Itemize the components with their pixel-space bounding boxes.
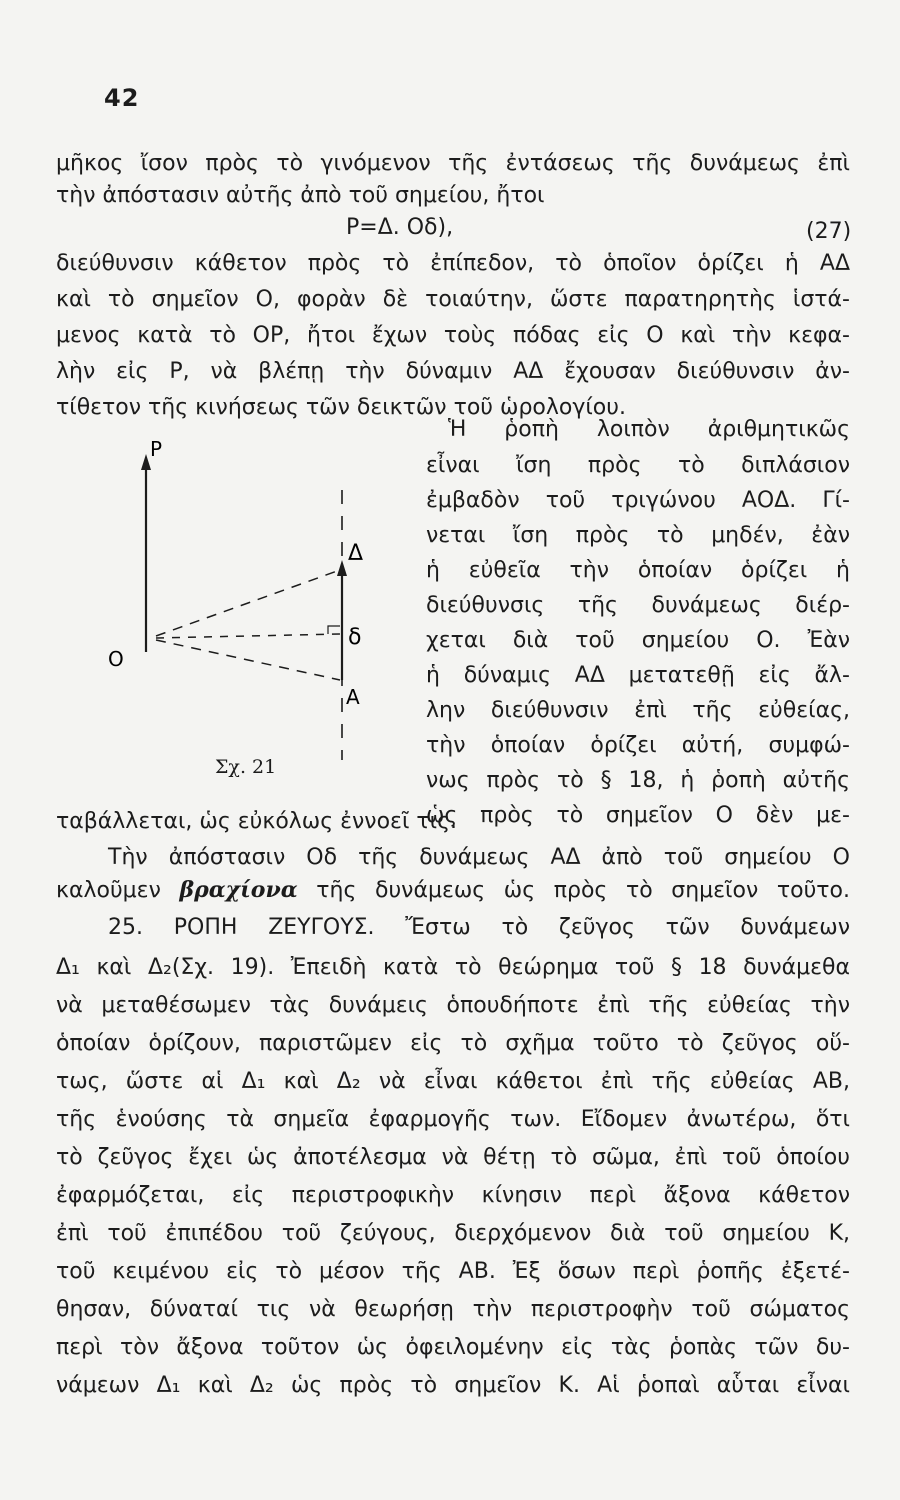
text-segment: τῆς δυνάμεως ὡς πρὸς τὸ σημεῖον τοῦτο. xyxy=(316,878,850,903)
text-line: τως, ὥστε αἱ Δ₁ καὶ Δ₂ νὰ εἶναι κάθετοι ἐπὶ τῆς εὐθείας ΑΒ, xyxy=(56,1069,850,1094)
text-line: ἐπὶ τοῦ ἐπιπέδου τοῦ ζεύγους, διερχόμενον διὰ τοῦ σημείου Κ, xyxy=(56,1221,850,1246)
text-line: μενος κατὰ τὸ ΟΡ, ἤτοι ἔχων τοὺς πόδας εἰς Ο καὶ τὴν κεφα- xyxy=(56,323,850,348)
text-line: νεται ἴση πρὸς τὸ μηδέν, ἐὰν xyxy=(426,523,850,548)
section-heading-line: 25. ΡΟΠΗ ΖΕΥΓΟΥΣ. Ἔστω τὸ ζεῦγος τῶν δυνάμεων xyxy=(108,915,850,940)
text-line: τὴν ἀπόστασιν αὐτῆς ἀπὸ τοῦ σημείου, ἤτοι xyxy=(56,183,545,208)
text-line: λην διεύθυνσιν ἐπὶ τῆς εὐθείας, xyxy=(426,698,850,723)
text-line: νως πρὸς τὸ § 18, ἡ ῥοπὴ αὐτῆς xyxy=(426,768,850,793)
arrowhead-Delta xyxy=(337,560,347,576)
right-angle-mark xyxy=(328,626,340,634)
text-line: θησαν, δύναταί τις νὰ θεωρήσῃ τὴν περιστροφὴν τοῦ σώματος xyxy=(56,1297,850,1322)
text-line: τὸ ζεῦγος ἔχει ὡς ἀποτέλεσμα νὰ θέτῃ τὸ σῶμα, ἐπὶ τοῦ ὁποίου xyxy=(56,1145,850,1170)
text-line: νάμεων Δ₁ καὶ Δ₂ ὡς πρὸς τὸ σημεῖον Κ. Αἱ ῥοπαὶ αὗται εἶναι xyxy=(56,1373,850,1398)
text-line: τὴν ὁποίαν ὁρίζει αὐτή, συμφώ- xyxy=(426,733,850,758)
text-line: ταβάλλεται, ὡς εὐκόλως ἐννοεῖ τις. xyxy=(56,809,457,834)
text-line: περὶ τὸν ἄξονα τοῦτον ὡς ὀφειλομένην εἰς τὰς ῥοπὰς τῶν δυ- xyxy=(56,1335,850,1360)
figure-diagram xyxy=(100,440,380,800)
figure-caption: Σχ. 21 xyxy=(215,756,277,778)
figure-21 xyxy=(100,440,380,800)
text-line: διεύθυνσιν κάθετον πρὸς τὸ ἐπίπεδον, τὸ ὁποῖον ὁρίζει ἡ ΑΔ xyxy=(56,251,850,276)
text-line: ὁποίαν ὁρίζουν, παριστῶμεν εἰς τὸ σχῆμα τοῦτο τὸ ζεῦγος οὕ- xyxy=(56,1031,850,1056)
label-A: A xyxy=(346,685,360,709)
line-O-Delta xyxy=(156,570,340,636)
text-line: ὡς πρὸς τὸ σημεῖον Ο δὲν με- xyxy=(426,803,850,828)
page-number: 42 xyxy=(104,84,140,112)
text-line: ἡ δύναμις ΑΔ μετατεθῇ εἰς ἄλ- xyxy=(426,663,850,688)
text-line: Τὴν ἀπόστασιν Οδ τῆς δυνάμεως ΑΔ ἀπὸ τοῦ σημείου Ο xyxy=(108,845,850,870)
term-brachion: βραχίονα xyxy=(179,877,298,903)
text-line: καὶ τὸ σημεῖον Ο, φορὰν δὲ τοιαύτην, ὥστε παρατηρητὴς ἱστά- xyxy=(56,287,850,312)
text-line: μῆκος ἴσον πρὸς τὸ γινόμενον τῆς ἐντάσεως τῆς δυνάμεως ἐπὶ xyxy=(56,151,850,176)
text-line xyxy=(56,876,850,905)
text-line: διεύθυνσις τῆς δυνάμεως διέρ- xyxy=(426,593,850,618)
line-O-delta xyxy=(156,634,340,638)
text-line: εἶναι ἴση πρὸς τὸ διπλάσιον xyxy=(426,453,850,478)
text-line: Ἡ ῥοπὴ λοιπὸν ἀριθμητικῶς xyxy=(448,417,850,442)
text-line: τῆς ἑνούσης τὰ σημεῖα ἐφαρμογῆς των. Εἴδομεν ἀνωτέρω, ὅτι xyxy=(56,1107,850,1132)
text-line: χεται διὰ τοῦ σημείου Ο. Ἐὰν xyxy=(426,628,850,653)
text-line: ἐμβαδὸν τοῦ τριγώνου ΑΟΔ. Γί- xyxy=(426,488,850,513)
label-Delta: Δ xyxy=(348,541,364,566)
text-line: Δ₁ καὶ Δ₂(Σχ. 19). Ἐπειδὴ κατὰ τὸ θεώρημα τοῦ § 18 δυνάμεθα xyxy=(56,955,850,980)
equation: P=Δ. Oδ), xyxy=(346,215,454,240)
text-line: λὴν εἰς Ρ, νὰ βλέπῃ τὴν δύναμιν ΑΔ ἔχουσαν διεύθυνσιν ἀν- xyxy=(56,359,850,384)
text-line: ἡ εὐθεῖα τὴν ὁποίαν ὁρίζει ἡ xyxy=(426,558,850,583)
text-line: τοῦ κειμένου εἰς τὸ μέσον τῆς ΑΒ. Ἐξ ὅσων περὶ ῥοπῆς ἐξετέ- xyxy=(56,1259,850,1284)
label-P: P xyxy=(150,440,163,461)
equation-number: (27) xyxy=(806,219,852,244)
text-line: τίθετον τῆς κινήσεως τῶν δεικτῶν τοῦ ὡρολογίου. xyxy=(56,395,626,420)
label-O: O xyxy=(108,647,124,671)
label-delta: δ xyxy=(348,625,362,650)
text-line: νὰ μεταθέσωμεν τὰς δυνάμεις ὁπουδήποτε ἐπὶ τῆς εὐθείας τὴν xyxy=(56,993,850,1018)
text-line: ἐφαρμόζεται, εἰς περιστροφικὴν κίνησιν περὶ ἄξονα κάθετον xyxy=(56,1183,850,1208)
line-O-A xyxy=(156,640,340,680)
text-segment: καλοῦμεν xyxy=(56,878,161,903)
